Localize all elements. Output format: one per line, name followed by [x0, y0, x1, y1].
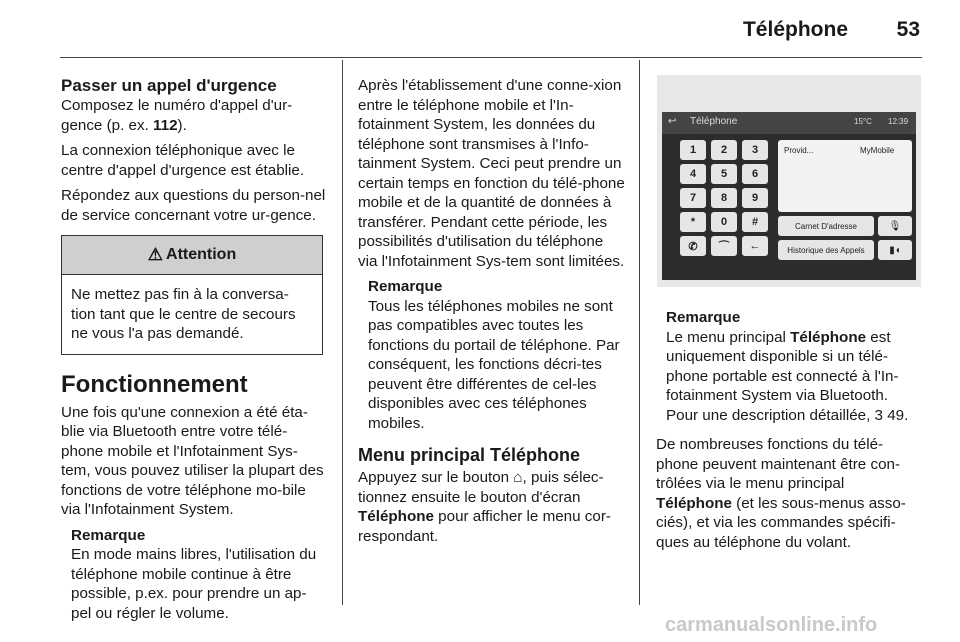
- mute-mic-icon: 🎙: [878, 216, 912, 236]
- paragraph: De nombreuses fonctions du télé-phone peuvent maintenant être con-trôlées via le menu principal Téléphone (et les sous-menus asso-ciés), et via les commandes spécifi-ques au téléphone du volant.: [656, 436, 906, 551]
- screen-title: Téléphone: [690, 116, 738, 127]
- note: [71, 526, 326, 624]
- hangup-key: ⌒: [711, 236, 737, 256]
- column-divider: [342, 60, 343, 605]
- section-heading: Passer un appel d'urgence: [61, 76, 277, 95]
- paragraph: Appuyez sur le bouton ⌂, puis sélec-tionnez ensuite le bouton d'écran Téléphone pour afficher le menu cor-respondant.: [358, 469, 611, 545]
- note: [368, 277, 626, 433]
- attention-text: Ne mettez pas fin à la conversa-tion tant que le centre de secours ne vous l'a pas demandé.: [71, 286, 296, 342]
- temperature: 15°C: [854, 117, 872, 126]
- page-header: [0, 0, 960, 58]
- warning-icon: ⚠: [147, 245, 164, 265]
- key: 6: [742, 164, 768, 184]
- key: 2: [711, 140, 737, 160]
- note-title: Remarque: [368, 278, 443, 295]
- clock: 12:39: [888, 117, 909, 126]
- key: 5: [711, 164, 737, 184]
- key: 1: [680, 140, 706, 160]
- header-rule: [60, 57, 922, 58]
- key: #: [742, 212, 768, 232]
- attention-header: ⚠ Attention: [62, 236, 322, 275]
- paragraph: Composez le numéro d'appel d'ur-gence (p. ex. 112).: [61, 97, 293, 134]
- key: 8: [711, 188, 737, 208]
- device-name: MyMobile: [860, 146, 895, 155]
- back-icon: ↩: [668, 116, 677, 127]
- watermark: carmanualsonline.info: [665, 614, 878, 636]
- phone-display: [778, 140, 912, 212]
- note-text: En mode mains libres, l'utilisation du téléphone mobile continue à être possible, p.ex. pour prendre un ap-pel ou régler le volume.: [71, 546, 317, 622]
- paragraph: Répondez aux questions du person-nel de service concernant votre ur-gence.: [61, 187, 326, 224]
- note-text: Le menu principal Téléphone est uniquement disponible si un télé-phone portable est connecté à l'In-fotainment System via Bluetooth. Pour une description détaillée, 3 49.: [666, 328, 909, 424]
- attention-box: [61, 235, 323, 355]
- provider: Provid...: [784, 146, 814, 155]
- section-heading: Menu principal Téléphone: [358, 445, 581, 465]
- column-right: [656, 302, 924, 558]
- page-reference: 3 49.: [874, 406, 909, 424]
- call-history-button: Historique des Appels: [778, 240, 874, 260]
- key: *: [680, 212, 706, 232]
- phone-menu-screenshot: [657, 75, 921, 287]
- key: 3: [742, 140, 768, 160]
- note-title: Remarque: [666, 309, 741, 326]
- column-left: [61, 76, 326, 623]
- column-divider: [639, 60, 640, 605]
- infotainment-screen: [662, 112, 916, 280]
- phone-handset-icon: ▮◖: [878, 240, 912, 260]
- page-number: 53: [896, 18, 920, 41]
- call-key: ✆: [680, 236, 706, 256]
- paragraph: Une fois qu'une connexion a été éta-blie via Bluetooth entre votre télé-phone mobile et l'Infotainment Sys-tem, vous pouvez utiliser la plupart des fonctions de votre téléphone mo-bile via l'Infotainment System.: [61, 403, 324, 518]
- note-text: Tous les téléphones mobiles ne sont pas compatibles avec toutes les fonctions du portail de téléphone. Par conséquent, les fonctions décri-tes peuvent être différentes de cel-les disponibles avec ces téléphones mobiles.: [368, 297, 620, 432]
- page-title: Téléphone: [742, 18, 848, 41]
- key: 4: [680, 164, 706, 184]
- key: 9: [742, 188, 768, 208]
- column-middle: [358, 76, 626, 552]
- paragraph: La connexion téléphonique avec le centre d'appel d'urgence est établie.: [61, 142, 305, 179]
- key: 0: [711, 212, 737, 232]
- home-icon: ⌂: [513, 469, 523, 486]
- section-heading: Fonctionnement: [61, 370, 248, 398]
- paragraph: Après l'établissement d'une conne-xion entre le téléphone mobile et l'In-fotainment System, les données du téléphone sont transmises à l'Info-tainment System. Ceci peut prendre un certain temps en fonction du télé-phone mobile et de la quantité de données à transférer. Pendant cette période, les possibilités d'utilisation du téléphone via l'Infotainment Sys-tem sont limitées.: [358, 77, 625, 270]
- contacts-button: Carnet D'adresse: [778, 216, 874, 236]
- screen-title-bar: [662, 112, 916, 134]
- note-title: Remarque: [71, 526, 146, 544]
- note: [666, 308, 924, 425]
- backspace-key: ←: [742, 236, 768, 256]
- key: 7: [680, 188, 706, 208]
